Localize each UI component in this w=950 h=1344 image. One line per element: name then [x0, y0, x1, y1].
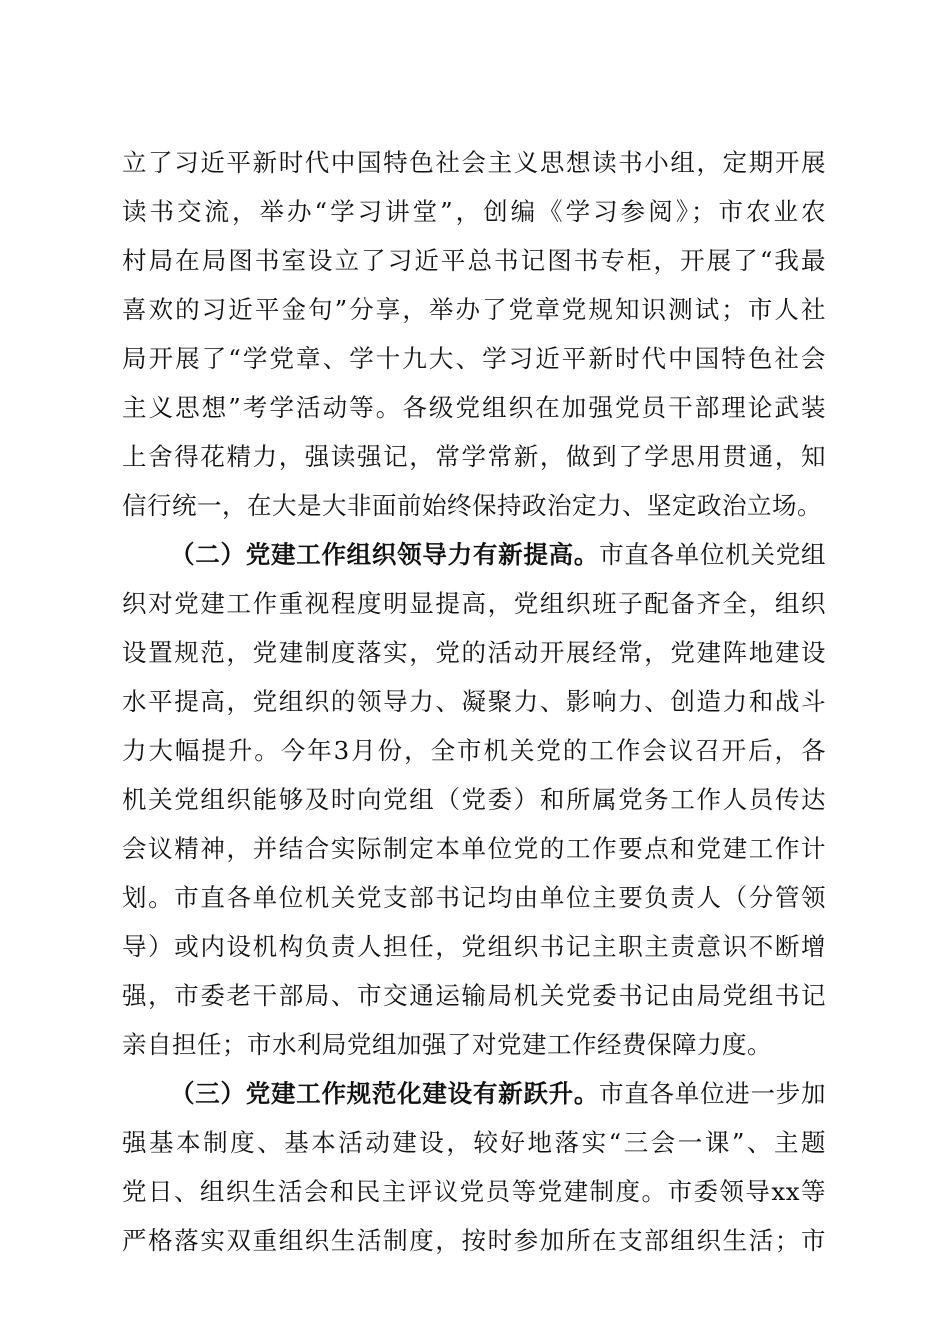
section-2-heading: （二）党建工作组织领导力有新提高。 [170, 540, 600, 569]
paragraph-line: 喜欢的习近平金句”分享，举办了党章党规知识测试；市人社 [122, 295, 826, 324]
paragraph-line: 党日、组织生活会和民主评议党员等党建制度。市委领导xx等 [122, 1177, 826, 1206]
paragraph-line: 信行统一，在大是大非面前始终保持政治定力、坚定政治立场。 [122, 491, 822, 520]
paragraph-line: 设置规范，党建制度落实，党的活动开展经常，党建阵地建设 [122, 638, 826, 667]
paragraph-line: 水平提高，党组织的领导力、凝聚力、影响力、创造力和战斗 [122, 687, 826, 716]
paragraph-line: 严格落实双重组织生活制度，按时参加所在支部组织生活；市 [122, 1226, 826, 1255]
section-2-first-line [170, 535, 826, 575]
paragraph-line: 村局在局图书室设立了习近平总书记图书专柜，开展了“我最 [122, 246, 826, 275]
paragraph-line: 强基本制度、基本活动建设，较好地落实“三会一课”、主题 [122, 1128, 826, 1157]
paragraph-line: 强，市委老干部局、市交通运输局机关党委书记由局党组书记 [122, 981, 826, 1010]
paragraph-line: 局开展了“学党章、学十九大、学习近平新时代中国特色社会 [122, 344, 826, 373]
section-3-heading: （三）党建工作规范化建设有新跃升。 [170, 1079, 600, 1108]
paragraph-line: 导）或内设机构负责人担任，党组织书记主职主责意识不断增 [122, 932, 826, 961]
paragraph-line: 主义思想”考学活动等。各级党组织在加强党员干部理论武装 [122, 393, 826, 422]
paragraph-line: 力大幅提升。今年3月份，全市机关党的工作会议召开后，各 [122, 736, 826, 765]
paragraph-line: 织对党建工作重视程度明显提高，党组织班子配备齐全，组织 [122, 589, 826, 618]
paragraph-line: 上舍得花精力，强读强记，常学常新，做到了学思用贯通，知 [122, 442, 826, 471]
paragraph-line: 会议精神，并结合实际制定本单位党的工作要点和党建工作计 [122, 834, 826, 863]
paragraph-line: 亲自担任；市水利局党组加强了对党建工作经费保障力度。 [122, 1030, 772, 1059]
section-2-first-rest: 市直各单位机关党组 [599, 540, 826, 569]
section-3-first-line [170, 1074, 826, 1114]
section-3-first-rest: 市直各单位进一步加 [599, 1079, 826, 1108]
paragraph-line: 立了习近平新时代中国特色社会主义思想读书小组，定期开展 [122, 148, 826, 177]
paragraph-line: 读书交流，举办“学习讲堂”，创编《学习参阅》；市农业农 [122, 197, 826, 226]
paragraph-line: 划。市直各单位机关党支部书记均由单位主要负责人（分管领 [122, 883, 826, 912]
paragraph-line: 机关党组织能够及时向党组（党委）和所属党务工作人员传达 [122, 785, 826, 814]
